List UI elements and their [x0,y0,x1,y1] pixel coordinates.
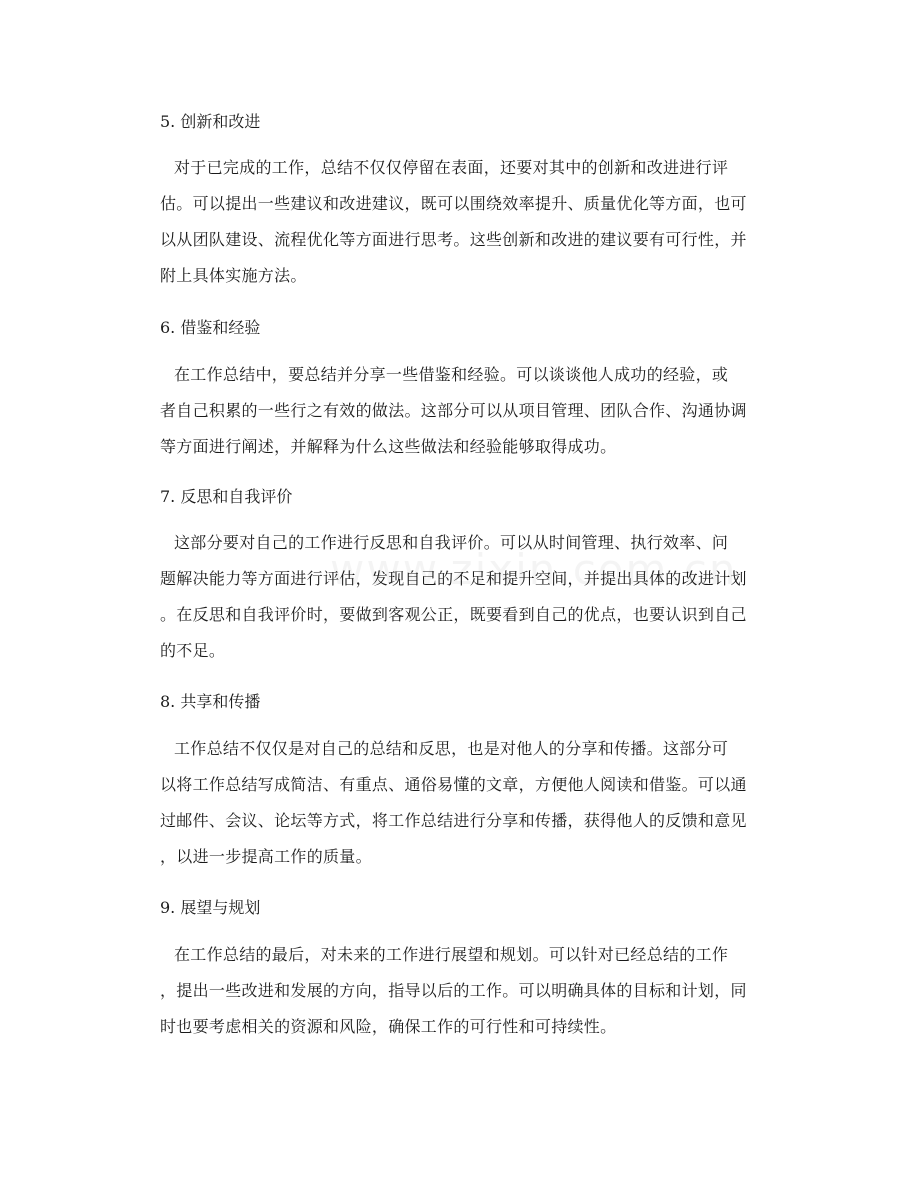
section-heading-5: 5. 创新和改进 [160,112,261,131]
paragraph-line: 工作总结不仅仅是对自己的总结和反思，也是对他人的分享和传播。这部分可 [174,739,729,758]
section-paragraph-5 [160,150,800,294]
paragraph-line: 附上具体实施方法。 [160,266,307,285]
section-heading-6: 6. 借鉴和经验 [160,318,261,337]
paragraph-line: 题解决能力等方面进行评估，发现自己的不足和提升空间，并提出具体的改进计划 [160,569,747,588]
paragraph-line: 这部分要对自己的工作进行反思和自我评价。可以从时间管理、执行效率、问 [174,533,729,552]
section-paragraph-7 [160,525,800,669]
paragraph-line: 对于已完成的工作，总结不仅仅停留在表面，还要对其中的创新和改进进行评 [174,158,729,177]
paragraph-line: ，以进一步提高工作的质量。 [160,847,372,866]
section-paragraph-8 [160,731,800,875]
section-heading-7: 7. 反思和自我评价 [160,487,293,506]
paragraph-line: 时也要考虑相关的资源和风险，确保工作的可行性和可持续性。 [160,1017,617,1036]
paragraph-line: 在工作总结的最后，对未来的工作进行展望和规划。可以针对已经总结的工作 [174,945,729,964]
paragraph-line: 者自己积累的一些行之有效的做法。这部分可以从项目管理、团队合作、沟通协调 [160,401,747,420]
paragraph-line: 估。可以提出一些建议和改进建议，既可以围绕效率提升、质量优化等方面，也可 [160,194,747,213]
section-paragraph-9 [160,937,800,1045]
paragraph-line: 等方面进行阐述，并解释为什么这些做法和经验能够取得成功。 [160,437,617,456]
paragraph-line: 。在反思和自我评价时，要做到客观公正，既要看到自己的优点，也要认识到自己 [160,605,747,624]
section-heading-8: 8. 共享和传播 [160,692,261,711]
paragraph-line: 的不足。 [160,641,226,660]
section-heading-9: 9. 展望与规划 [160,898,261,917]
section-paragraph-6 [160,357,800,465]
paragraph-line: 以将工作总结写成简洁、有重点、通俗易懂的文章，方便他人阅读和借鉴。可以通 [160,775,747,794]
paragraph-line: ，提出一些改进和发展的方向，指导以后的工作。可以明确具体的目标和计划，同 [160,981,747,1000]
paragraph-line: 在工作总结中，要总结并分享一些借鉴和经验。可以谈谈他人成功的经验，或 [174,365,729,384]
paragraph-line: 以从团队建设、流程优化等方面进行思考。这些创新和改进的建议要有可行性，并 [160,230,747,249]
paragraph-line: 过邮件、会议、论坛等方式，将工作总结进行分享和传播，获得他人的反馈和意见 [160,811,747,830]
